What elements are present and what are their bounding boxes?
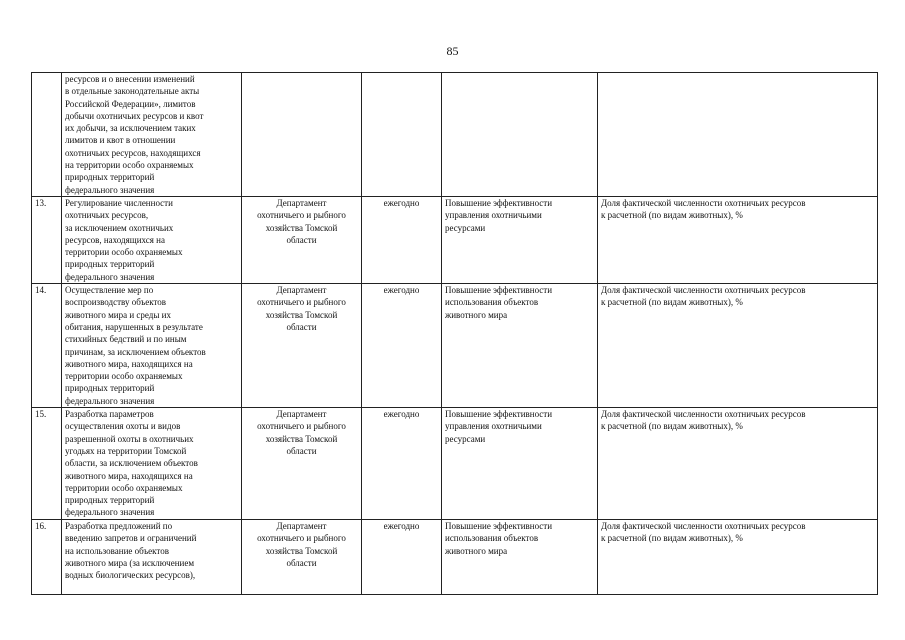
table-row (32, 197, 878, 284)
row-number-cell: 15. (32, 408, 62, 520)
indicator-cell: Доля фактической численности охотничьих ресурсов к расчетной (по видам животных), % (598, 197, 878, 284)
table-row (32, 520, 878, 595)
executor-cell: Департамент охотничьего и рыбного хозяйства Томской области (242, 408, 362, 520)
measure-description-cell: ресурсов и о внесении изменений в отдельные законодательные акты Российской Федерации», лимитов добычи охотничьих ресурсов и квот их добычи, за исключением таких лимитов и квот в отношении охотничьих ресурсов, находящихся на территории особо охраняемых природных территорий федерального значения (62, 73, 242, 197)
measure-description-cell: Разработка предложений по введению запретов и ограничений на использование объектов животного мира (за исключением водных биологических ресурсов), (62, 520, 242, 595)
measure-description-cell: Осуществление мер по воспроизводству объектов животного мира и среды их обитания, нарушенных в результате стихийных бедствий и по иным причинам, за исключением объектов животного мира, находящихся на территории особо охраняемых природных территорий федерального значения (62, 284, 242, 408)
indicator-cell: Доля фактической численности охотничьих ресурсов к расчетной (по видам животных), % (598, 520, 878, 595)
table-row (32, 284, 878, 408)
term-cell: ежегодно (362, 408, 442, 520)
expected-result-cell: Повышение эффективности использования объектов животного мира (442, 520, 598, 595)
term-cell: ежегодно (362, 197, 442, 284)
row-number-cell: 16. (32, 520, 62, 595)
row-number-cell: 13. (32, 197, 62, 284)
term-cell: ежегодно (362, 520, 442, 595)
expected-result-cell: Повышение эффективности управления охотничьими ресурсами (442, 197, 598, 284)
executor-cell: Департамент охотничьего и рыбного хозяйства Томской области (242, 284, 362, 408)
executor-cell (242, 73, 362, 197)
row-number-cell (32, 73, 62, 197)
indicator-cell: Доля фактической численности охотничьих ресурсов к расчетной (по видам животных), % (598, 408, 878, 520)
expected-result-cell: Повышение эффективности управления охотничьими ресурсами (442, 408, 598, 520)
term-cell: ежегодно (362, 284, 442, 408)
table-row (32, 408, 878, 520)
term-cell (362, 73, 442, 197)
executor-cell: Департамент охотничьего и рыбного хозяйства Томской области (242, 197, 362, 284)
measures-table (31, 72, 878, 595)
indicator-cell: Доля фактической численности охотничьих ресурсов к расчетной (по видам животных), % (598, 284, 878, 408)
executor-cell: Департамент охотничьего и рыбного хозяйства Томской области (242, 520, 362, 595)
row-number-cell: 14. (32, 284, 62, 408)
page-number: 85 (446, 44, 459, 58)
expected-result-cell (442, 73, 598, 197)
measure-description-cell: Разработка параметров осуществления охоты и видов разрешенной охоты в охотничьих угодьях на территории Томской области, за исключением объектов животного мира, находящихся на территории особо охраняемых природных территорий федерального значения (62, 408, 242, 520)
indicator-cell (598, 73, 878, 197)
measure-description-cell: Регулирование численности охотничьих ресурсов, за исключением охотничьих ресурсов, находящихся на территории особо охраняемых природных территорий федерального значения (62, 197, 242, 284)
expected-result-cell: Повышение эффективности использования объектов животного мира (442, 284, 598, 408)
table-row (32, 73, 878, 197)
